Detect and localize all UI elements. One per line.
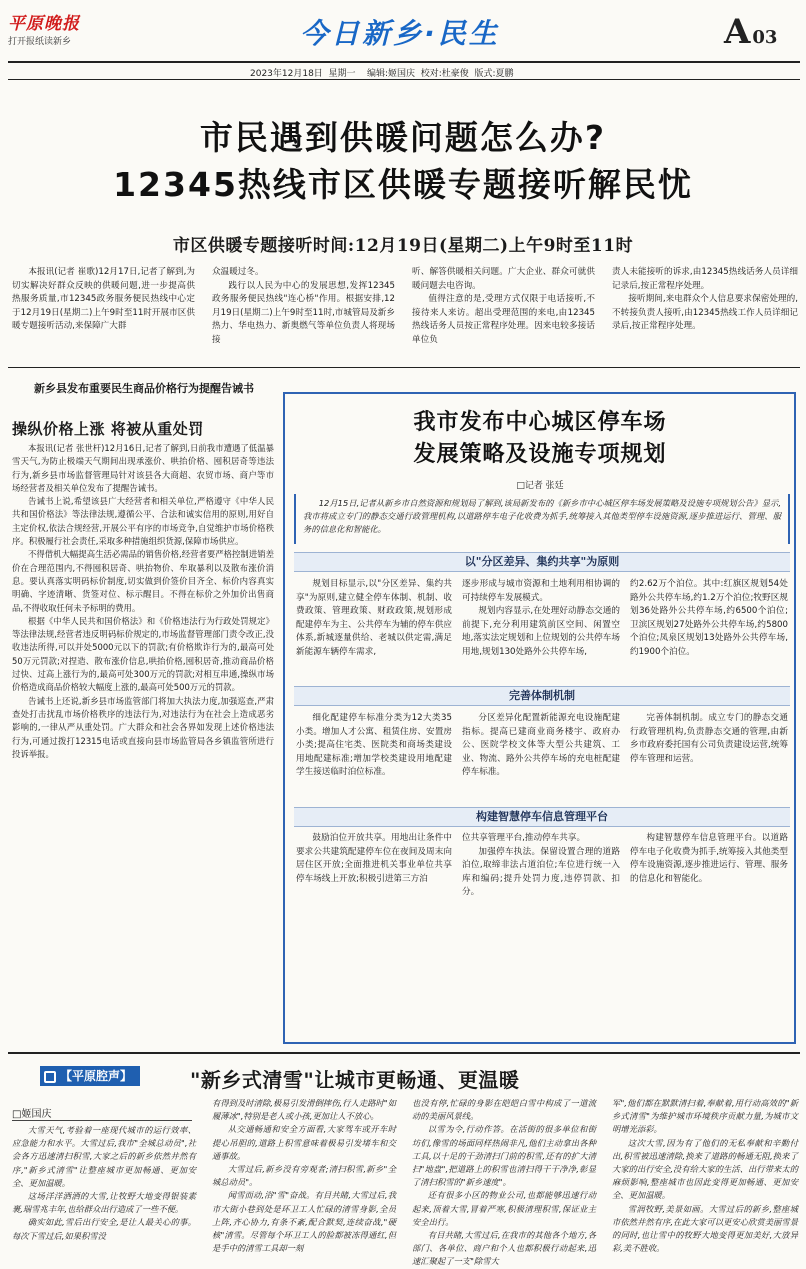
- parking-s3-col3: [630, 832, 788, 886]
- column-top-rule: [8, 1052, 800, 1054]
- column-byline-rule: [12, 1120, 192, 1121]
- column-paragraph: 以雪为令,行动作答。在活街的很多单位和街坊们,像雪的场面同样热闹非凡,他们主动拿出各种工具,以十足的干劲清扫门前的积雪,还有的扩大清扫"地盘",把道路上的积雪也清扫得干干净净,彰显了清扫积雪的"新乡速度"。: [412, 1124, 596, 1188]
- price-paragraph: 告诫书上还说,新乡县市场监管部门将加大执法力度,加强巡查,严肃查处打击扰乱市场价格秩序的违法行为,对违法行为在社会上造成恶劣影响的,一律从严从重处罚。广大群众和社会各界如发现上述价格违法行为,可通过拨打12315电话或直接向县市场监管局各乡镇监管所进行投诉举报。: [12, 695, 274, 759]
- parking-s1-col3-text: 约2.62万个泊位。其中:红旗区规划54处路外公共停车场,约1.2万个泊位;牧野区规划36处路外公共停车场,约6500个泊位;卫滨区规划27处路外公共停车场,约5800个泊位;凤泉区规划13处路外公共停车场,约1900个泊位。: [630, 579, 788, 657]
- column-badge-icon: [44, 1071, 56, 1083]
- parking-s3-col1: [296, 832, 452, 886]
- parking-s3-col2-text: 位共享管理平台,推动停车共享。: [462, 833, 586, 843]
- column-paragraph: 也没有停,忙碌的身影在皑皑白雪中构成了一道流动的美丽风景线。: [412, 1098, 596, 1122]
- parking-s1-col1-text: 规划目标显示,以"分区差异、集约共享"为原则,建立健全停车体制、机制、收费政策、管理政策、财政政策,规划形成配建停车为主、公共停车为辅的停车供应体系,新城逐量供给、老城以供定需,满足新能源车辆停车需求,: [296, 579, 452, 657]
- dateline: 2023年12月18日 星期一 编辑:姬国庆 校对:杜豪俊 版式:夏鹏: [250, 69, 514, 79]
- lead-subtitle: 市区供暖专题接听时间:12月19日(星期二)上午9时至11时: [172, 236, 634, 256]
- column-badge-label: 【平原腔声】: [60, 1069, 133, 1083]
- price-kicker: 新乡县发布重要民生商品价格行为提醒告诫书: [34, 382, 254, 395]
- column-col4: [612, 1097, 798, 1255]
- newspaper-logo: [8, 9, 94, 34]
- column-paragraph: 闻雪而动,浴"雪"奋战。有目共睹,大雪过后,我市大街小巷到处是环卫工人忙碌的清雪身影,全员上阵,齐心协力,有条不紊,配合默契,连续奋战,"硬核"清雪。尽管每个环卫工人的脸都被冻得通红,但是手中的清雪工具却一刻: [212, 1190, 396, 1254]
- parking-s1-col3: [630, 578, 788, 660]
- column-paragraph: 这次大雪,因为有了他们的无私奉献和辛勤付出,积雪被迅速清除,换来了道路的畅通无阻,换来了大家的出行安全,没有给大家的生活、出行带来太的麻烦影响,整座城市也因此变得更加畅通、更加安全、更加温暖。: [612, 1137, 798, 1201]
- masthead-rule: [8, 61, 800, 63]
- price-paragraph: 本报讯(记者 张世杆)12月16日,记者了解到,日前我市遭遇了低温暴雪天气,为防止极端天气期间出现承涨价、哄抬价格、囤积居奇等违法行为,新乡县市场监督管理局针对该县各大商超、农贸市场、商户等市场经营者及相关单位发布了提醒告诫书。: [12, 443, 274, 493]
- column-badge: [40, 1066, 140, 1086]
- masthead: [0, 0, 806, 80]
- lead-col4-p2: 接听期间,来电群众个人信息要求保密处理的,不转接负责人接听,由12345热线工作人员详细记录后,按正常程序处理。: [612, 294, 798, 332]
- parking-title-line1: 我市发布中心城区停车场: [413, 410, 667, 435]
- parking-s2-col3-text: 完善体制机制。成立专门的静态交通行政管理机构,负责静态交通的管理,由新乡市政府委托国有公司负责建设运营,统筹停车管理和运营。: [630, 713, 788, 764]
- price-paragraph: 不得借机大幅提高生活必需品的销售价格,经营者要严格控制进销差价在合理范围内,不得囤积居奇、哄抬物价、牟取暴利以及散布涨价消息。要认真落实明码标价制度,切实做到价签价目齐全、标价内容真实明确、字迹清晰、货签对位、标示醒目。不得在标价之外加价出售商品,不得收取任何未予标明的费用。: [12, 549, 274, 613]
- parking-intro-text: 12月15日,记者从新乡市自然资源和规划局了解到,该局新发布的《新乡市中心城区停车场发展策略及设施专项规划公告》显示,我市将成立专门的静态交通行政管理机构,以道路停车电子化收费为抓手,统筹接入其他类型停车设施资源,逐步推进运行、管理、服务的信息化和智能化。: [303, 498, 781, 535]
- lead-column-4: [612, 266, 798, 334]
- parking-s1-col1: [296, 578, 452, 660]
- lead-col2-p1: 众温暖过冬。: [212, 267, 264, 277]
- parking-title-line2: 发展策略及设施专项规划: [413, 442, 667, 467]
- price-title: 操纵价格上涨 将被从重处罚: [12, 420, 204, 438]
- parking-s2-col3: [630, 712, 788, 766]
- lead-col3-p2: 值得注意的是,受理方式仅限于电话接听,不接待来人来访。超出受理范围的来电,由12345热线话务人员按正常程序处理。因来电较多接话单位负: [412, 294, 595, 345]
- lead-col4-p1: 责人未能接听的诉求,由12345热线话务人员详细记录后,按正常程序处理。: [612, 267, 798, 291]
- column-col1: [12, 1124, 196, 1243]
- parking-s1-col2-p2: 规划内容显示,在处理好动静态交通的前提下,充分利用建筑前区空间、闲置空地,落实法定规划和上位规划的公共停车场用地,规划130处路外公共停车场,: [462, 606, 620, 657]
- parking-s3-col2: [462, 832, 620, 900]
- parking-section-3-header: 构建智慧停车信息管理平台: [294, 807, 790, 827]
- column-byline: □姬国庆: [12, 1109, 52, 1120]
- parking-s3-col3-text: 构建智慧停车信息管理平台。以道路停车电子化收费为抓手,统筹接入其他类型停车设施资源,逐步推进运行、管理、服务的信息化和智能化。: [630, 833, 788, 884]
- column-paragraph: 大雪过后,新乡没有旁观者;清扫积雪,新乡"全城总动员"。: [212, 1164, 396, 1188]
- price-paragraph: 告诫书上说,希望该县广大经营者和相关单位,严格遵守《中华人民共和国价格法》等法律法规,遵循公平、合法和诚实信用的原则,用好自主定价权,依法合规经营,开展公平有序的市场竞争,自觉维护市场价格秩序。积极履行社会责任,采取多种措施组织货源,保障市场供应。: [12, 496, 274, 547]
- column-paragraph: 军",他们都在默默清扫着,奉献着,用行动高效的"新乡式清雪"为维护城市环境秩序贡献力量,为城市文明增光添彩。: [612, 1098, 798, 1135]
- lead-column-1: [12, 266, 195, 334]
- lead-title-line2: 12345热线市区供暖专题接听解民忧: [113, 165, 693, 204]
- lead-bottom-rule: [8, 367, 800, 368]
- column-paragraph: 从交通畅通和安全方面看,大家驾车或开车时提心吊胆的,道路上积雪意味着极易引发堵车和交通事故。: [212, 1124, 396, 1161]
- price-paragraph: 根据《中华人民共和国价格法》和《价格违法行为行政处罚规定》等法律法规,经营者违反明码标价规定的,市场监督管理部门责令改正,没收违法所得,可以并处5000元以下的罚款;有价格欺诈行为的,最高可处50万元罚款;对捏造、散布涨价信息,哄抬价格,囤积居奇,推动商品价格过快、过高上涨行为的,最高可处300万元的罚款;对相互串通,操纵市场价格造成商品价格较大幅度上涨的,最高可处500万元的罚款。: [12, 615, 274, 693]
- logo-text: 平原晚报: [8, 14, 80, 34]
- parking-s3-col1-text: 鼓励泊位开放共享。用地出让条件中要求公共建筑配建停车位在夜间及周末向居住区开放;全面推进机关事业单位共享停车场线上开放;积极引进第三方泊: [296, 833, 452, 884]
- parking-intro: [303, 497, 781, 537]
- column-paragraph: 还有很多小区的物业公司,也都能够迅速行动起来,顶着大雪,冒着严寒,积极清理积雪,保证业主安全出行。: [412, 1190, 596, 1227]
- column-col3: [412, 1097, 596, 1269]
- column-title: "新乡式清雪"让城市更畅通、更温暖: [190, 1068, 520, 1092]
- parking-s2-col1: [296, 712, 452, 780]
- lead-title-line1: 市民遇到供暖问题怎么办?: [199, 118, 607, 157]
- page-label: A: [724, 12, 751, 52]
- column-paragraph: 雪润牧野,美景如画。大雪过后的新乡,整座城市依然井然有序,在此大家可以更安心欣赏美丽雪景的同时,也让雪中的牧野大地变得更加美好,大放异彩,美不胜收。: [612, 1203, 798, 1254]
- parking-section-1-header: 以"分区差异、集约共享"为原则: [294, 552, 790, 572]
- lead-column-2: [212, 266, 395, 348]
- column-paragraph: 有目共睹,大雪过后,在我市的其他各个地方,各部门、各单位、商户和个人也都积极行动起来,迅速汇聚起了一支"除雪大: [412, 1230, 596, 1267]
- parking-s1-col2: [462, 578, 620, 660]
- dateline-rule: [8, 79, 800, 80]
- lead-col2-p2: 践行以人民为中心的发展思想,发挥12345政务服务便民热线"连心桥"作用。根据安排,12月19日(星期二)上午9时至11时,市城管局及新乡热力、华电热力、新奥燃气等单位负责人将现场接: [212, 280, 395, 345]
- parking-byline: □记者 张廷: [516, 481, 564, 491]
- column-paragraph: 大雪天气,考验着一座现代城市的运行效率、应急能力和水平。大雪过后,我市"全城总动员",社会各方迅速清扫积雪,大家之后的新乡依然井然有序,"新乡式清雪"让整座城市更加畅通、更加安全、更加温暖。: [12, 1125, 196, 1188]
- parking-section-2-header: 完善体制机制: [294, 686, 790, 706]
- parking-s2-col2: [462, 712, 620, 780]
- page-number-box: [724, 14, 800, 50]
- lead-column-3: [412, 266, 595, 348]
- lead-col3-p1: 听、解答供暖相关问题。广大企业、群众可就供暖问题去电咨询。: [412, 267, 595, 291]
- slogan: 打开报纸读新乡: [8, 37, 72, 47]
- parking-s2-col2-text: 分区差异化配置新能源充电设施配建指标。提高已建商业商务楼宇、政府办公、医院学校文体等大型公共建筑、工业、物流、路外公共停车场的充电桩配建停车标准。: [462, 713, 620, 778]
- column-col2: [212, 1097, 396, 1255]
- column-paragraph: 这场洋洋洒洒的大雪,让牧野大地变得银装素裹,瑞雪兆丰年,也给群众出行造成了一些不便。: [12, 1191, 196, 1215]
- column-paragraph: 确实如此,雪后出行安全,是让人最关心的事。每次下雪过后,如果积雪没: [12, 1217, 196, 1241]
- price-body: [12, 442, 274, 761]
- parking-s2-col1-text: 细化配建停车标准分类为12大类35小类。增加人才公寓、租赁住房、安置房小类;提高住宅类、医院类和商场类建设用地配建标准;增加学校类建设用地配建学生接送临时泊位标准。: [296, 713, 452, 778]
- column-paragraph: 有得到及时清除,极易引发滑倒摔伤,行人走路时"如履薄冰",特别是老人或小孩,更加让人不放心。: [212, 1098, 396, 1122]
- page-number: 03: [752, 27, 778, 48]
- section-title: 今日新乡·民生: [300, 17, 500, 50]
- parking-s1-col2-text: 逐步形成与城市资源和土地利用相协调的可持续停车发展模式。: [462, 579, 620, 603]
- parking-s3-col2-p2: 加强停车执法。保留设置合理的道路泊位,取缔非法占道泊位;车位进行统一入库和编码;提升处罚力度,违停罚款、扣分。: [462, 846, 620, 898]
- lead-col1-text: 本报讯(记者 崔歌)12月17日,记者了解到,为切实解决好群众反映的供暖问题,进一步提高供热服务质量,市12345政务服务便民热线中心定于12月19日(星期二)上午9时至11时开展市区供暖专题接听活动,来保障广大群: [12, 267, 195, 332]
